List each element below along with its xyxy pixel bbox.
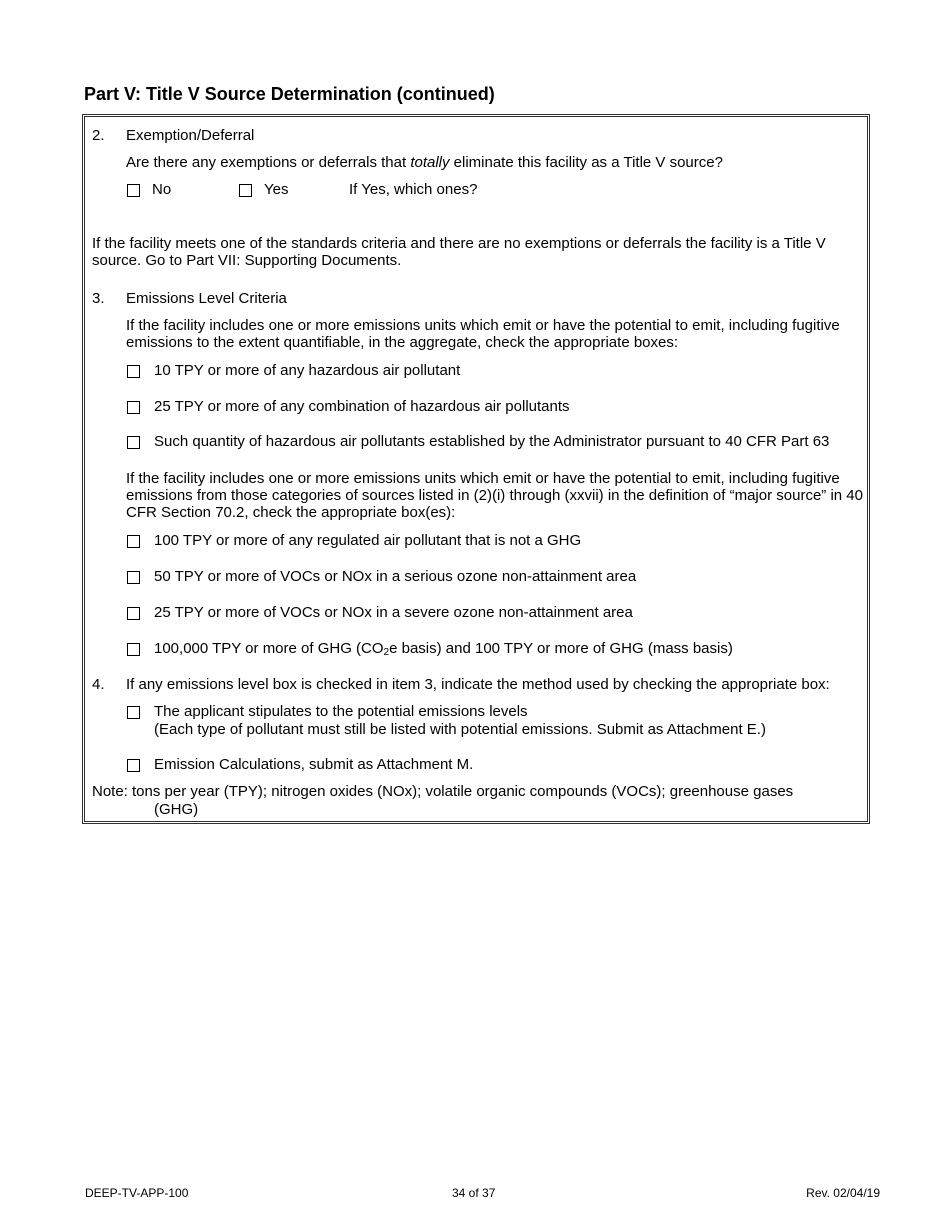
regulated-100tpy-checkbox[interactable] [127, 535, 140, 548]
hap-administrator-quantity-checkbox[interactable] [127, 436, 140, 449]
abbreviations-note-continued: (GHG) [154, 801, 199, 818]
regulated-100tpy-label: 100 TPY or more of any regulated air pollutant that is not a GHG [154, 532, 582, 549]
item-2-question: Are there any exemptions or deferrals that totally eliminate this facility as a Title V source? [126, 154, 723, 171]
item-2-heading: Exemption/Deferral [126, 127, 255, 144]
hap-administrator-quantity-label: Such quantity of hazardous air pollutants established by the Administrator pursuant to 40 CFR Part 63 [154, 433, 830, 450]
exemption-which-label: If Yes, which ones? [349, 181, 478, 198]
item-3-number: 3. [92, 290, 105, 307]
severe-ozone-25tpy-checkbox[interactable] [127, 607, 140, 620]
emission-calculations-label: Emission Calculations, submit as Attachment M. [154, 756, 474, 773]
exemption-no-checkbox[interactable] [127, 184, 140, 197]
hap-10tpy-label: 10 TPY or more of any hazardous air pollutant [154, 362, 461, 379]
stipulate-emissions-checkbox[interactable] [127, 706, 140, 719]
stipulate-emissions-note: (Each type of pollutant must still be listed with potential emissions. Submit as Attachment E.) [154, 721, 766, 738]
hap-10tpy-checkbox[interactable] [127, 365, 140, 378]
stipulate-emissions-label: The applicant stipulates to the potential emissions levels [154, 703, 528, 720]
hap-25tpy-combination-checkbox[interactable] [127, 401, 140, 414]
item-3-heading: Emissions Level Criteria [126, 290, 287, 307]
abbreviations-note: Note: tons per year (TPY); nitrogen oxides (NOx); volatile organic compounds (VOCs); greenhouse gases [92, 783, 794, 800]
exemption-yes-checkbox[interactable] [239, 184, 252, 197]
standards-criteria-note: If the facility meets one of the standards criteria and there are no exemptions or deferrals the facility is a Title V source. Go to Part VII: Supporting Documents. [92, 235, 826, 269]
item-3-intro-1: If the facility includes one or more emissions units which emit or have the potential to emit, including fugitive emissions to the extent quantifiable, in the aggregate, check the appropriate boxes: [126, 317, 840, 351]
exemption-yes-label: Yes [264, 181, 289, 198]
page-title: Part V: Title V Source Determination (continued) [84, 84, 495, 104]
serious-ozone-50tpy-checkbox[interactable] [127, 571, 140, 584]
ghg-100000tpy-checkbox[interactable] [127, 643, 140, 656]
ghg-100000tpy-label: 100,000 TPY or more of GHG (CO2e basis) and 100 TPY or more of GHG (mass basis) [154, 640, 733, 658]
hap-25tpy-combination-label: 25 TPY or more of any combination of hazardous air pollutants [154, 398, 570, 415]
footer-revision: Rev. 02/04/19 [806, 1186, 880, 1200]
item-2-number: 2. [92, 127, 105, 144]
severe-ozone-25tpy-label: 25 TPY or more of VOCs or NOx in a severe ozone non-attainment area [154, 604, 633, 621]
emission-calculations-checkbox[interactable] [127, 759, 140, 772]
footer-form-id: DEEP-TV-APP-100 [85, 1186, 189, 1200]
form-section-frame [82, 114, 870, 824]
item-3-intro-2: If the facility includes one or more emissions units which emit or have the potential to emit, including fugitive emissions from those categories of sources listed in (2)(i) through (xxvii) in the definition of “major source” in 40 CFR Section 70.2, check the appropriate box(es): [126, 470, 863, 521]
serious-ozone-50tpy-label: 50 TPY or more of VOCs or NOx in a serious ozone non-attainment area [154, 568, 637, 585]
footer-page-number: 34 of 37 [452, 1186, 496, 1200]
co2-subscript: 2 [383, 647, 390, 658]
emphasis-totally: totally [410, 154, 450, 171]
exemption-no-label: No [152, 181, 172, 198]
item-4-question: If any emissions level box is checked in item 3, indicate the method used by checking the appropriate box: [126, 676, 830, 693]
item-4-number: 4. [92, 676, 105, 693]
